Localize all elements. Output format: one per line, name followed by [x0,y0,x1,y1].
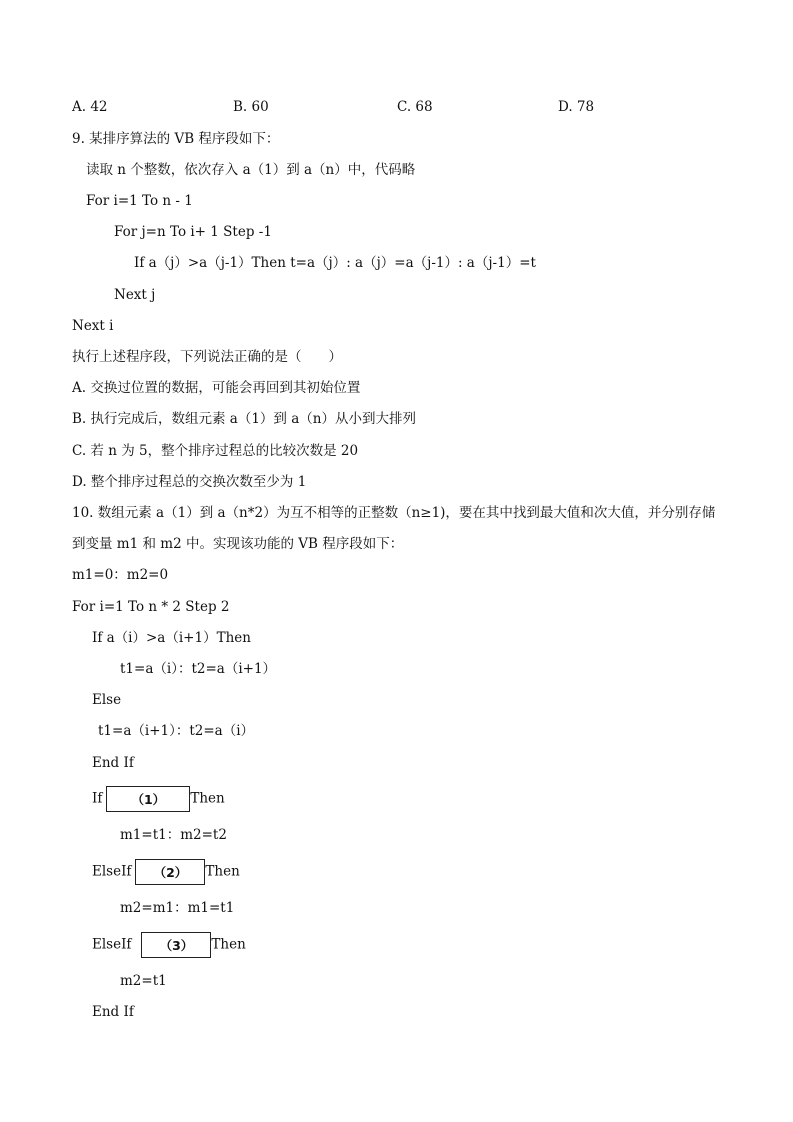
q10-stem-line1: 10. 数组元素 a（1）到 a（n*2）为互不相等的正整数（n≥1)，要在其中找到最大值和次大值，并分别存储 [72,505,716,521]
q9-question: 执行上述程序段，下列说法正确的是（ ） [72,349,342,365]
q9-code-line: If a（j）>a（j-1）Then t=a（j）: a（j）=a（j-1）: a（j-1）=t [134,255,536,271]
answer-blank-1: （1） [106,786,190,812]
q10-code-assign3: m1=t1：m2=t2 [120,827,227,843]
keyword-then: Then [205,863,240,880]
q10-code-endif1: End If [92,755,134,771]
q10-code-assign1: t1=a（i）：t2=a（i+1） [120,661,277,677]
keyword-if: If [92,790,103,807]
q10-stem-line2: 到变量 m1 和 m2 中。实现该功能的 VB 程序段如下： [72,536,404,552]
q9-code-line: 读取 n 个整数，依次存入 a（1）到 a（n）中，代码略 [86,162,416,178]
keyword-then: Then [211,936,246,953]
q10-code-elseif1 [92,859,240,885]
q9-code-line: For i=1 To n - 1 [86,193,193,209]
q10-code-endif2: End If [92,1004,134,1020]
answer-blank-2: （2） [135,859,205,885]
q9-stem: 9. 某排序算法的 VB 程序段如下： [72,131,280,147]
q10-code-assign2: t1=a（i+1）：t2=a（i） [98,723,255,739]
q9-option-c: C. 若 n 为 5，整个排序过程总的比较次数是 20 [72,443,359,459]
q8-option-d: D. 78 [558,99,595,115]
q10-code-assign5: m2=t1 [120,973,167,989]
q10-code-if1: If a（i）>a（i+1）Then [92,630,251,646]
keyword-elseif: ElseIf [92,936,132,953]
q9-code-line: For j=n To i+ 1 Step -1 [114,224,272,240]
q10-code-for: For i=1 To n * 2 Step 2 [72,599,230,615]
q10-code-elseif2 [92,932,246,958]
q9-option-b: B. 执行完成后，数组元素 a（1）到 a（n）从小到大排列 [72,411,416,427]
q8-option-b: B. 60 [233,99,269,115]
q10-code-if2 [92,786,225,812]
answer-blank-3: （3） [141,932,211,958]
q9-code-line: Next j [114,287,156,303]
keyword-then: Then [190,790,225,807]
q9-option-d: D. 整个排序过程总的交换次数至少为 1 [72,474,307,490]
q8-option-c: C. 68 [397,99,433,115]
q9-code-line: Next i [72,318,114,334]
q10-code-init: m1=0：m2=0 [72,567,169,583]
q10-code-assign4: m2=m1：m1=t1 [120,900,235,916]
q8-option-a: A. 42 [72,99,108,115]
keyword-elseif: ElseIf [92,863,132,880]
q9-option-a: A. 交换过位置的数据，可能会再回到其初始位置 [72,380,361,396]
q10-code-else: Else [92,692,122,708]
